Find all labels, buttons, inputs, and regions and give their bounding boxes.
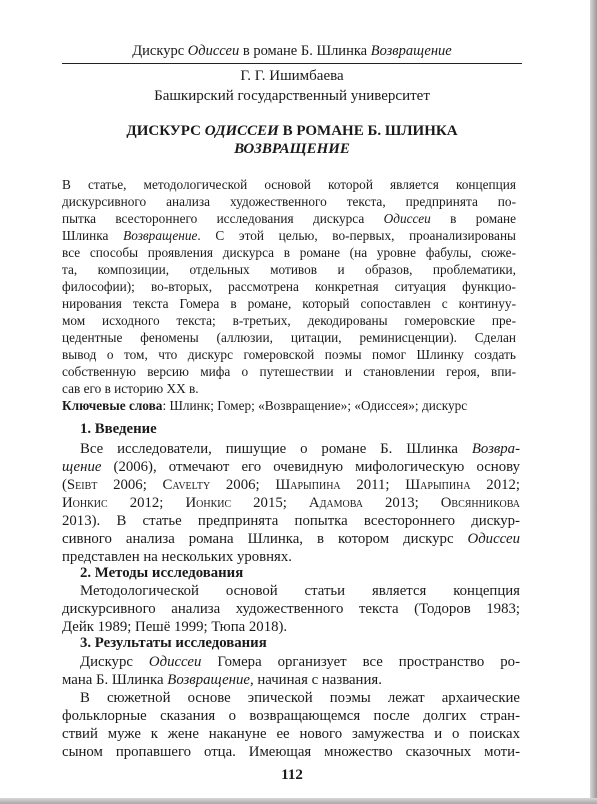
body-italic: Одиссеи <box>148 654 202 670</box>
body-italic: щение <box>62 459 102 475</box>
abstract-line: В статье, методологической основой которой является концепция <box>62 177 516 192</box>
body-line: Дейк 1989; Пешё 1999; Тюпа 2018). <box>62 619 288 635</box>
body-line: Ионкис 2012; Ионкис 2015; Адамова 2013; Овсянникова <box>62 495 520 511</box>
abstract-line: вывод о том, что дискурс гомеровской поэмы помог Шлинку создать <box>62 347 516 362</box>
page-edge-shadow-right <box>590 0 597 804</box>
body-line: сыном пропавшего отца. Имеющая множество сказочных моти- <box>62 744 520 760</box>
abstract-italic: Одиссеи <box>383 211 431 226</box>
body-text: Гомера организует все пространство ро- <box>201 654 521 670</box>
abstract-text: пытка всестороннего исследования дискурса <box>62 211 384 226</box>
abstract-line: собственную версию мифа о путешествии и становлении героя, впи- <box>62 364 516 379</box>
body-italic: Возвра- <box>471 441 520 457</box>
abstract-line: мом исходного текста; в-третьих, декодированы гомеровские пре- <box>62 313 516 328</box>
body-line <box>62 671 520 689</box>
keywords-line <box>62 397 520 414</box>
article-title-line-1 <box>62 122 522 140</box>
title-text-1: ДИСКУРС <box>126 123 205 139</box>
body-text: , начиная с названия. <box>249 672 382 688</box>
abstract-text: Шлинка <box>62 228 124 243</box>
section-heading-methods: 2. Методы исследования <box>80 565 244 581</box>
keywords-label: Ключевые слова <box>62 398 163 413</box>
body-line: дискурсивного анализа художественного текста (Тодоров 1983; <box>62 601 520 617</box>
abstract-line: дискурсивного анализа художественного текста, предпринята по- <box>62 194 516 209</box>
page-edge-shadow-bottom <box>0 798 597 804</box>
body-line: В сюжетной основе эпической поэмы лежат архаические <box>80 690 520 706</box>
running-head-italic-1: Одиссеи <box>187 43 240 59</box>
running-head-italic-2: Возвращение <box>370 43 452 59</box>
section-heading-introduction: 1. Введение <box>80 421 157 437</box>
page-number: 112 <box>281 767 303 783</box>
body-text: мана Б. Шлинка <box>62 672 168 688</box>
body-line <box>62 458 520 476</box>
body-line: Методологической основой статьи является концепция <box>80 583 520 599</box>
body-text: Дискурс <box>80 654 149 670</box>
body-text: (2006), отмечают его очевидную мифологическую основу <box>101 459 520 475</box>
body-text: сивного анализа романа Шлинка, в котором дискурс <box>62 531 468 547</box>
body-italic: Одиссеи <box>467 531 520 547</box>
abstract-line: та, композиции, отдельных мотивов и образов, проблематики, <box>62 262 516 277</box>
body-line: (Seibt 2006; Cavelty 2006; Шарыпина 2011; Шарыпина 2012; <box>62 477 520 493</box>
abstract-line: все способы проявления дискурса в романе (на уровне фабулы, сюже- <box>62 245 516 260</box>
abstract-italic: Возвращение <box>123 228 198 243</box>
abstract-line: сав его в историю XX в. <box>62 381 199 396</box>
running-head-text-1: Дискурс <box>132 43 188 59</box>
running-head <box>62 43 522 60</box>
abstract-line <box>62 227 516 244</box>
abstract-text: . С этой целью, во-первых, проанализированы <box>197 228 516 243</box>
body-line <box>80 440 520 458</box>
title-italic-2: ВОЗВРАЩЕНИЕ <box>234 141 350 157</box>
abstract-line: цедентные феномены (аллюзии, цитации, реминисценции). Сделан <box>62 330 516 345</box>
abstract-line: философии); во-вторых, рассмотрена конкретная ситуация функцио- <box>62 279 516 294</box>
abstract-text: в романе <box>430 211 516 226</box>
body-line: фольклорные сказания о возвращающемся после долгих стран- <box>62 708 520 724</box>
keywords-text: : Шлинк; Гомер; «Возвращение»; «Одиссея»; дискурс <box>162 398 468 413</box>
body-line: представлен на нескольких уровнях. <box>62 549 292 565</box>
article-title-line-2 <box>62 140 522 158</box>
body-italic: Возвращение <box>167 672 250 688</box>
author-affiliation: Башкирский государственный университет <box>154 88 430 104</box>
body-line <box>80 653 520 671</box>
running-head-rule <box>62 63 522 64</box>
title-text-2: В РОМАНЕ Б. ШЛИНКА <box>278 123 458 139</box>
body-text: Все исследователи, пишущие о романе Б. Шлинка <box>80 441 472 457</box>
body-line <box>62 530 520 548</box>
author-name: Г. Г. Ишимбаева <box>240 68 344 84</box>
body-line: ствий муже к жене накануне ее нового замужества и о поисках <box>62 726 520 742</box>
title-italic-1: ОДИССЕИ <box>204 123 279 139</box>
running-head-text-2: в романе Б. Шлинка <box>239 43 371 59</box>
abstract-line: нирования текста Гомера в романе, который сопоставлен с континуу- <box>62 296 516 311</box>
body-line: 2013). В статье предпринята попытка всестороннего дискур- <box>62 513 520 529</box>
abstract-line <box>62 210 516 227</box>
section-heading-results: 3. Результаты исследования <box>80 635 267 651</box>
